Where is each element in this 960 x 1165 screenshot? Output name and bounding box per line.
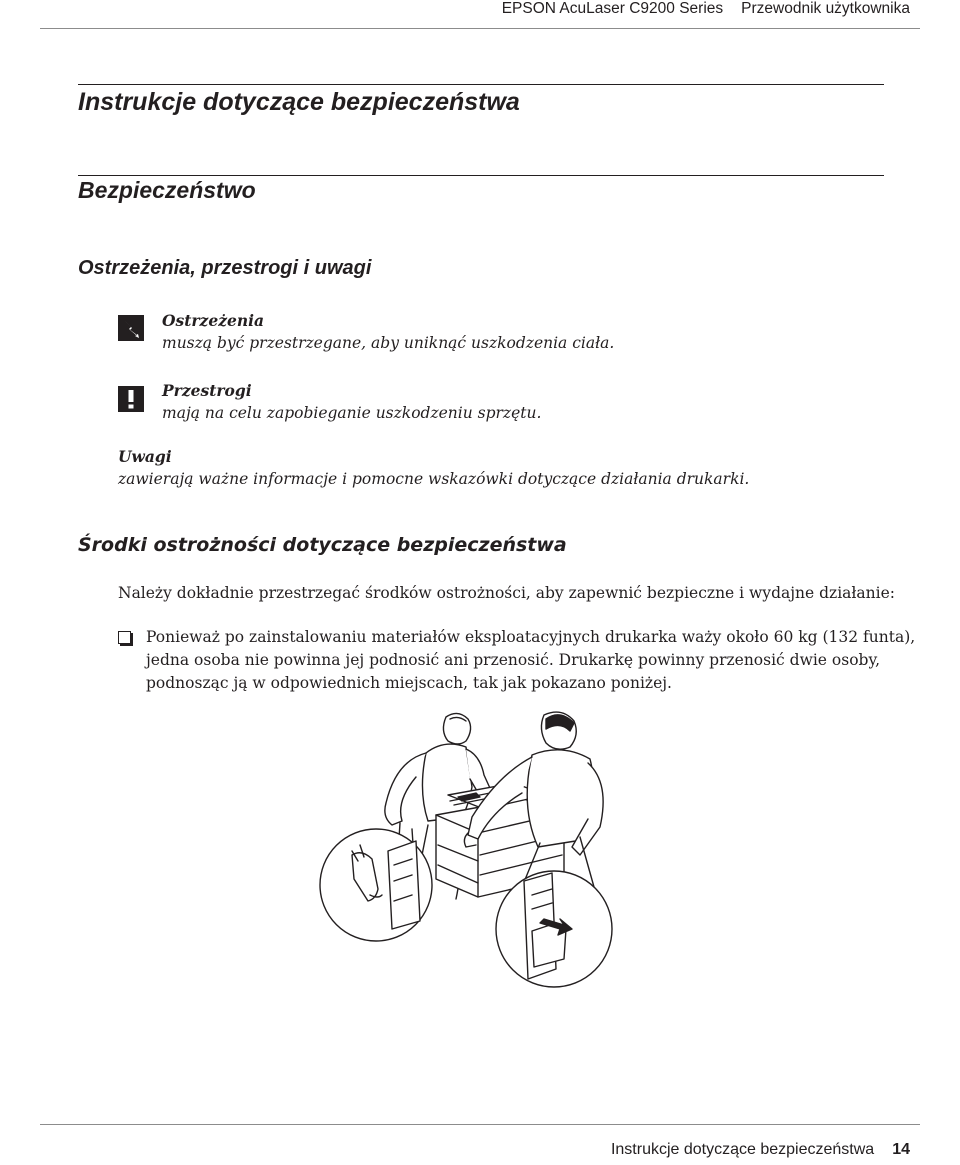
warning-text: muszą być przestrzegane, aby uniknąć uszkodzenia ciała. xyxy=(162,334,615,352)
section-rule xyxy=(78,175,884,176)
header-product: EPSON AcuLaser C9200 Series xyxy=(501,0,724,17)
uwagi-note xyxy=(118,445,749,491)
warning-note xyxy=(162,309,614,355)
caution-text: mają na celu zapobieganie uszkodzeniu sprzętu. xyxy=(162,404,542,422)
note-text: zawierają ważne informacje i pomocne wskazówki dotyczące działania drukarki. xyxy=(118,470,750,488)
checkbox-bullet-icon xyxy=(118,631,131,644)
header-guide-title: Przewodnik użytkownika xyxy=(741,0,910,17)
printer-lifting-illustration xyxy=(318,705,618,995)
subsection-title: Ostrzeżenia, przestrogi i uwagi xyxy=(78,257,372,279)
chapter-rule xyxy=(78,84,884,85)
page-footer xyxy=(611,1141,910,1159)
warning-term: Ostrzeżenia xyxy=(162,311,265,330)
header-rule xyxy=(40,28,920,29)
precautions-intro: Należy dokładnie przestrzegać środków ostrożności, aby zapewnić bezpieczne i wydajne działanie: xyxy=(118,584,896,602)
page-header xyxy=(502,0,910,22)
warning-lightning-icon xyxy=(117,314,145,342)
section-title: Bezpieczeństwo xyxy=(78,177,256,203)
precautions-title: Środki ostrożności dotyczące bezpieczeństwa xyxy=(78,534,567,556)
caution-term: Przestrogi xyxy=(162,381,252,400)
chapter-title: Instrukcje dotyczące bezpieczeństwa xyxy=(78,88,520,116)
note-term: Uwagi xyxy=(118,447,172,466)
footer-rule xyxy=(40,1124,920,1125)
caution-exclamation-icon xyxy=(117,385,145,413)
bullet-item: Ponieważ po zainstalowaniu materiałów eksploatacyjnych drukarka waży około 60 kg (132 funta), jedna osoba nie powinna jej podnosić ani przenosić. Drukarkę powinny przenosić dwie osoby, podnosząc ją w odpowiednich miejscach, tak jak pokazano poniżej. xyxy=(146,628,916,692)
footer-chapter: Instrukcje dotyczące bezpieczeństwa xyxy=(610,1141,875,1158)
caution-note xyxy=(162,379,541,425)
page-number: 14 xyxy=(892,1141,910,1158)
